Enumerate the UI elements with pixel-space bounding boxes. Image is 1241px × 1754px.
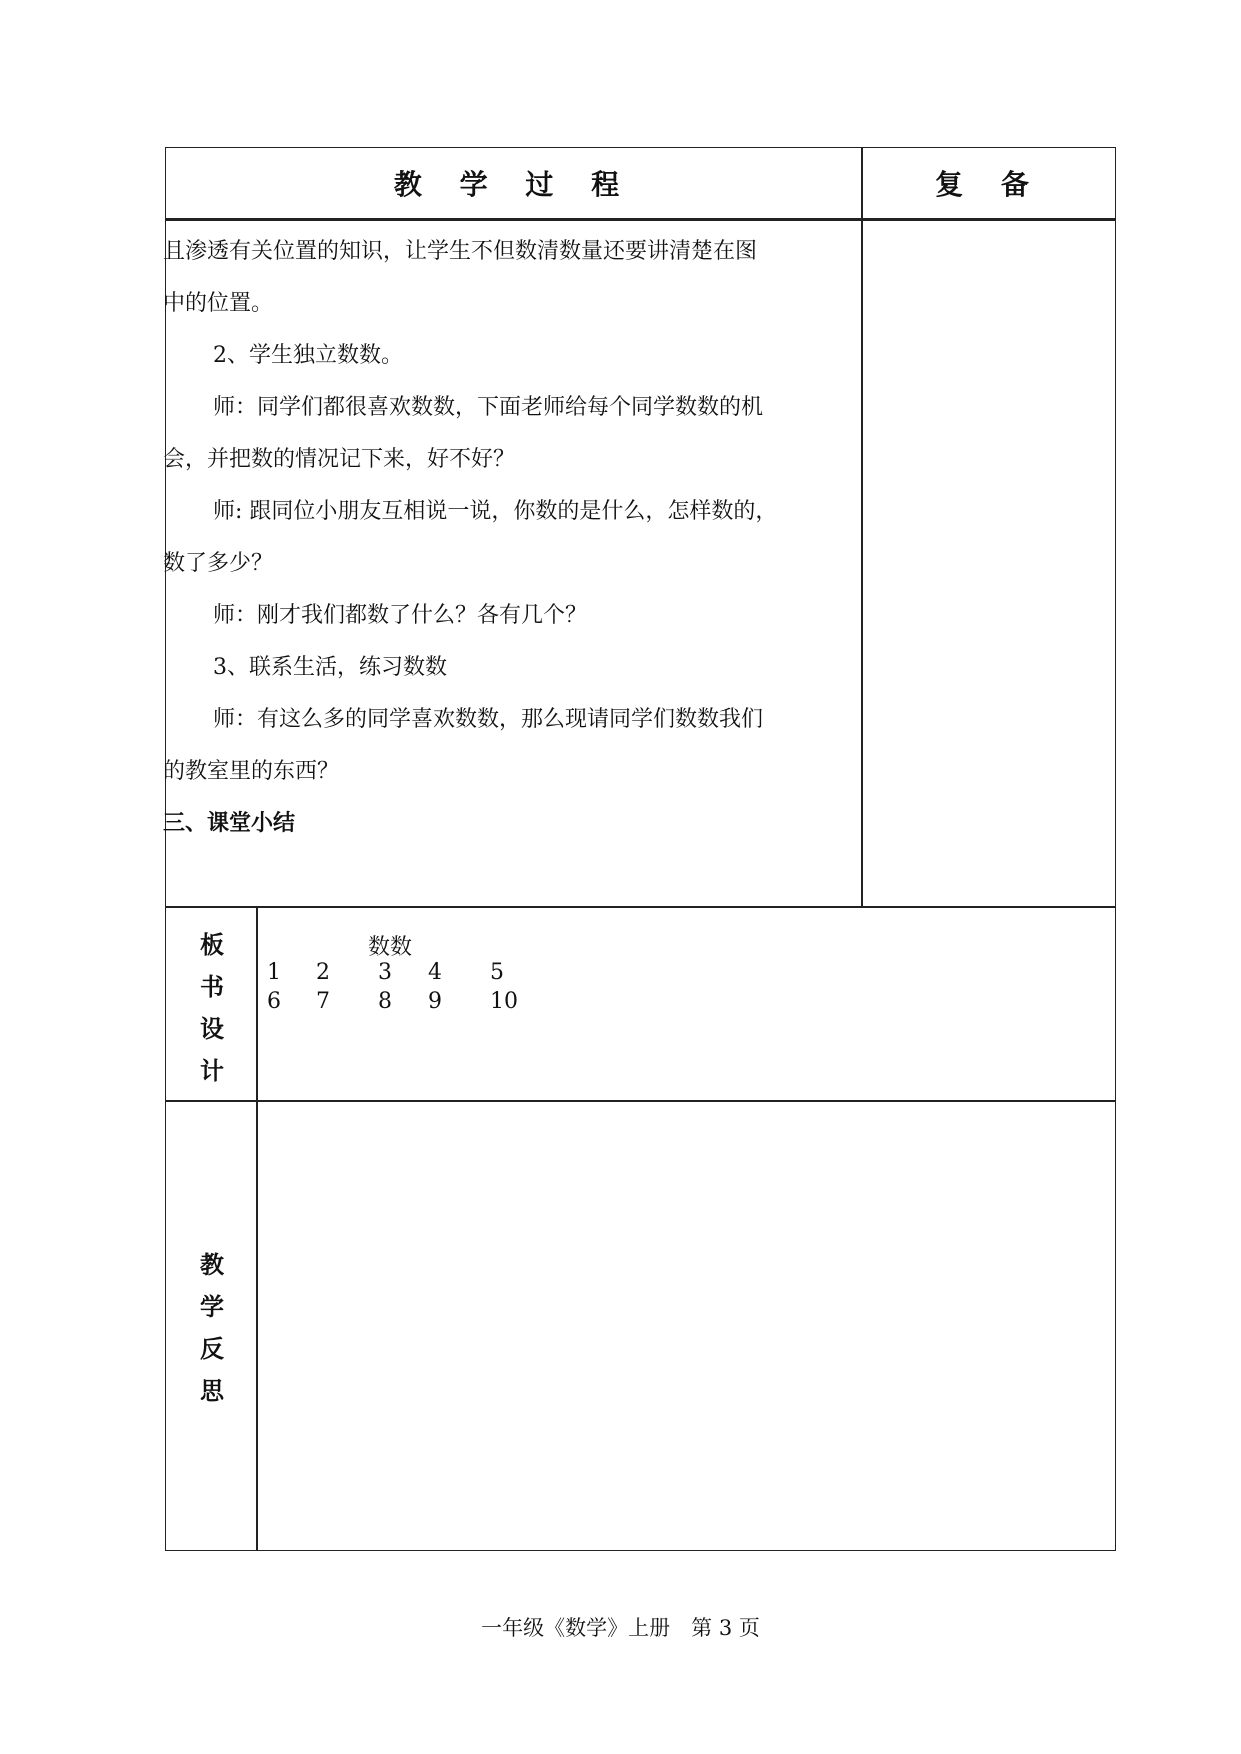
process-line: 数了多少？ <box>163 551 274 576</box>
review-column-divider <box>861 147 863 907</box>
board-design-content <box>258 906 1114 1099</box>
process-line: 三、课堂小结 <box>163 811 296 836</box>
board-design-title: 数数 <box>368 935 413 960</box>
label-char: 计 <box>200 1057 224 1085</box>
header-teaching-process: 教 学 过 程 <box>393 168 634 201</box>
process-line: 师：同学们都很喜欢数数，下面老师给每个同学数数的机 <box>213 395 764 420</box>
process-line: 师：有这么多的同学喜欢数数，那么现请同学们数数我们 <box>213 707 764 732</box>
label-char: 设 <box>200 1015 224 1043</box>
process-line: 师：刚才我们都数了什么？各有几个？ <box>213 603 588 628</box>
process-line: 3、联系生活，练习数数 <box>213 655 447 680</box>
board-number: 8 <box>378 989 392 1014</box>
process-line: 师: 跟同位小朋友互相说一说，你数的是什么，怎样数的， <box>213 499 778 524</box>
teaching-process-content <box>163 226 859 850</box>
board-number: 4 <box>428 960 442 985</box>
label-char: 学 <box>200 1293 224 1321</box>
label-char: 书 <box>200 973 224 1001</box>
reflection-label <box>166 1244 258 1412</box>
board-number: 5 <box>490 960 504 985</box>
label-char: 思 <box>200 1377 224 1405</box>
header-divider <box>165 218 1116 221</box>
board-number: 6 <box>267 989 281 1014</box>
label-char: 教 <box>200 1251 224 1279</box>
label-char: 板 <box>200 931 224 959</box>
board-number: 2 <box>316 960 330 985</box>
process-line: 会，并把数的情况记下来，好不好？ <box>163 447 516 472</box>
page-footer: 一年级《数学》上册 第 3 页 <box>481 1616 760 1640</box>
board-design-label <box>166 924 258 1092</box>
process-line: 2、学生独立数数。 <box>213 343 403 368</box>
board-number: 10 <box>490 989 518 1014</box>
process-line: 中的位置。 <box>163 291 274 316</box>
board-number: 1 <box>267 960 281 985</box>
board-number: 3 <box>378 960 392 985</box>
board-number: 7 <box>316 989 330 1014</box>
process-line: 的教室里的东西？ <box>163 759 340 784</box>
reflection-content <box>258 1102 1114 1550</box>
board-number: 9 <box>428 989 442 1014</box>
process-line: 且渗透有关位置的知识，让学生不但数清数量还要讲清楚在图 <box>163 239 758 264</box>
label-char: 反 <box>200 1335 224 1363</box>
header-review: 复 备 <box>935 168 1043 201</box>
